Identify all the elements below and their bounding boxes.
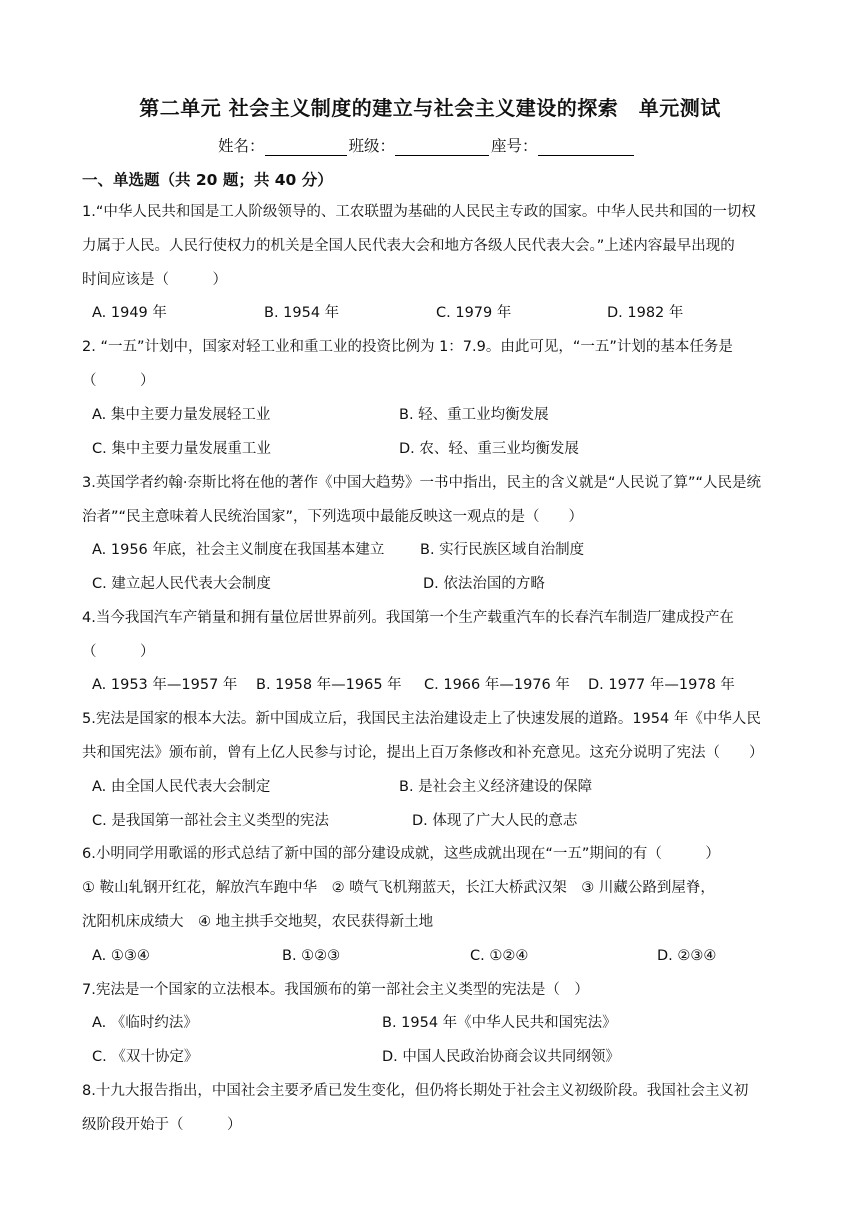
- seat-blank[interactable]: [538, 139, 634, 156]
- question-6-option-b[interactable]: B. ①②③: [282, 948, 341, 964]
- question-3-line-1: 3.英国学者约翰·奈斯比将在他的著作《中国大趋势》一书中指出，民主的含义就是“人民说了算”“人民是统: [82, 475, 761, 491]
- seat-label: 座号：: [491, 137, 538, 155]
- question-6-line-1: 6.小明同学用歌谣的形式总结了新中国的部分建设成就，这些成就出现在“一五”期间的有（ ）: [82, 846, 720, 862]
- question-2-line-1: 2. “一五”计划中，国家对轻工业和重工业的投资比例为 1：7.9。由此可见，“一五”计划的基本任务是: [82, 339, 733, 355]
- question-4-option-b[interactable]: B. 1958 年—1965 年: [256, 677, 402, 693]
- question-1-option-c[interactable]: C. 1979 年: [436, 305, 512, 321]
- question-1-option-a[interactable]: A. 1949 年: [92, 305, 167, 321]
- question-3-option-a[interactable]: A. 1956 年底，社会主义制度在我国基本建立: [92, 542, 385, 558]
- question-7-option-b[interactable]: B. 1954 年《中华人民共和国宪法》: [382, 1015, 617, 1031]
- question-6-line-3: 沈阳机床成绩大 ④ 地主拱手交地契，农民获得新土地: [82, 914, 434, 930]
- question-6-option-d[interactable]: D. ②③④: [657, 948, 717, 964]
- question-5-line-1: 5.宪法是国家的根本大法。新中国成立后，我国民主法治建设走上了快速发展的道路。1954 年《中华人民: [82, 711, 761, 727]
- question-1-option-b[interactable]: B. 1954 年: [264, 305, 340, 321]
- question-3-line-2: 治者”“民主意味着人民统治国家”，下列选项中最能反映这一观点的是（ ）: [82, 509, 584, 525]
- question-1-line-3: 时间应该是（ ）: [82, 272, 227, 288]
- question-1-line-1: 1.“中华人民共和国是工人阶级领导的、工农联盟为基础的人民民主专政的国家。中华人民共和国的一切权: [82, 204, 756, 220]
- question-6-option-a[interactable]: A. ①③④: [92, 948, 150, 964]
- question-3-option-d[interactable]: D. 依法治国的方略: [423, 576, 545, 592]
- question-1-line-2: 力属于人民。人民行使权力的机关是全国人民代表大会和地方各级人民代表大会。”上述内容最早出现的: [82, 238, 735, 254]
- question-1-option-d[interactable]: D. 1982 年: [607, 305, 684, 321]
- question-3-option-c[interactable]: C. 建立起人民代表大会制度: [92, 576, 271, 592]
- question-4-option-d[interactable]: D. 1977 年—1978 年: [588, 677, 735, 693]
- question-2-option-c[interactable]: C. 集中主要力量发展重工业: [92, 441, 271, 457]
- question-7-option-c[interactable]: C. 《双十协定》: [92, 1049, 199, 1065]
- student-info-row: [218, 134, 636, 156]
- question-7-option-a[interactable]: A. 《临时约法》: [92, 1015, 198, 1031]
- question-8-line-2: 级阶段开始于（ ）: [82, 1117, 242, 1133]
- class-label: 班级：: [348, 137, 396, 155]
- question-5-option-d[interactable]: D. 体现了广大人民的意志: [412, 813, 578, 829]
- question-5-option-c[interactable]: C. 是我国第一部社会主义类型的宪法: [92, 813, 329, 829]
- question-4-option-a[interactable]: A. 1953 年—1957 年: [92, 677, 238, 693]
- section-heading: 一、单选题（共 20 题；共 40 分）: [82, 171, 333, 189]
- question-3-option-b[interactable]: B. 实行民族区域自治制度: [420, 542, 585, 558]
- question-8-line-1: 8.十九大报告指出，中国社会主要矛盾已发生变化，但仍将长期处于社会主义初级阶段。我国社会主义初: [82, 1083, 749, 1099]
- question-2-line-2: （ ）: [82, 373, 155, 389]
- question-4-line-1: 4.当今我国汽车产销量和拥有量位居世界前列。我国第一个生产载重汽车的长春汽车制造厂建成投产在: [82, 610, 734, 626]
- question-4-line-2: （ ）: [82, 644, 155, 660]
- question-7-option-d[interactable]: D. 中国人民政治协商会议共同纲领》: [382, 1049, 620, 1065]
- question-2-option-d[interactable]: D. 农、轻、重三业均衡发展: [399, 441, 579, 457]
- question-4-option-c[interactable]: C. 1966 年—1976 年: [424, 677, 570, 693]
- question-5-option-b[interactable]: B. 是社会主义经济建设的保障: [399, 779, 593, 795]
- question-2-option-b[interactable]: B. 轻、重工业均衡发展: [399, 407, 549, 423]
- question-6-line-2: ① 鞍山轧钢开红花，解放汽车跑中华 ② 喷气飞机翔蓝天，长江大桥武汉架 ③ 川藏公路到屋脊，: [82, 880, 715, 896]
- question-5-line-2: 共和国宪法》颁布前，曾有上亿人民参与讨论，提出上百万条修改和补充意见。这充分说明了宪法（ ）: [82, 745, 764, 761]
- question-7-line-1: 7.宪法是一个国家的立法根本。我国颁布的第一部社会主义类型的宪法是（ ）: [82, 982, 589, 998]
- name-blank[interactable]: [265, 139, 347, 156]
- page-title: 第二单元 社会主义制度的建立与社会主义建设的探索 单元测试: [139, 96, 721, 120]
- class-blank[interactable]: [395, 139, 489, 156]
- question-5-option-a[interactable]: A. 由全国人民代表大会制定: [92, 779, 271, 795]
- question-2-option-a[interactable]: A. 集中主要力量发展轻工业: [92, 407, 271, 423]
- question-6-option-c[interactable]: C. ①②④: [470, 948, 529, 964]
- name-label: 姓名：: [218, 137, 265, 155]
